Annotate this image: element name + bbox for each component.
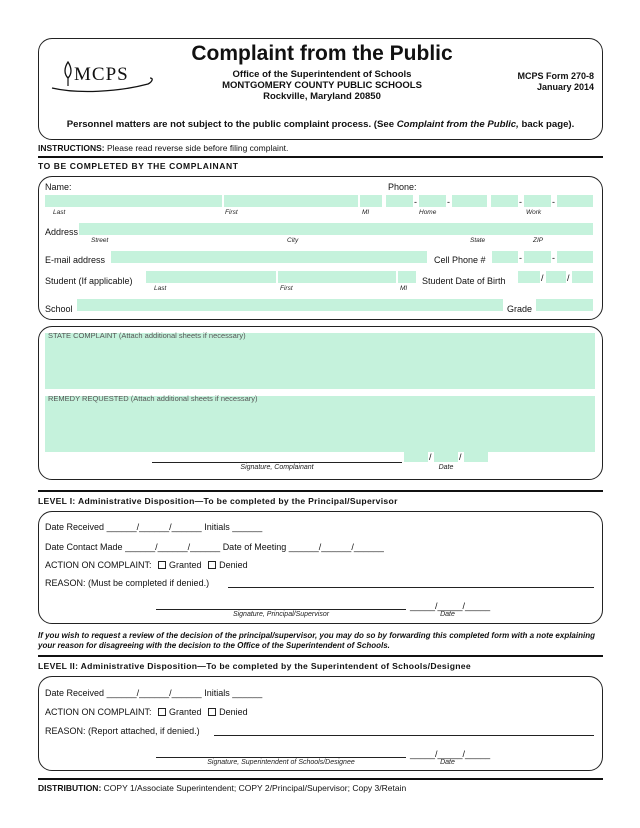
phone-home-prefix-field[interactable] bbox=[419, 195, 446, 207]
office-line-2: MONTGOMERY COUNTY PUBLIC SCHOOLS bbox=[222, 80, 422, 91]
l2-reason-label: REASON: (Report attached, if denied.) bbox=[45, 726, 200, 736]
l1-date-received-blanks[interactable]: ______/______/______ bbox=[106, 522, 202, 532]
grade-field[interactable] bbox=[536, 299, 593, 311]
l1-action-label: ACTION ON COMPLAINT: bbox=[45, 560, 152, 570]
dob-month-field[interactable] bbox=[518, 271, 540, 283]
sign-date-month-field[interactable] bbox=[404, 452, 428, 462]
school-label: School bbox=[45, 304, 73, 314]
notice-prefix: Personnel matters are not subject to the public complaint process. (See bbox=[66, 119, 397, 130]
sub-last: Last bbox=[53, 209, 66, 216]
phone-work-prefix-field[interactable] bbox=[524, 195, 551, 207]
phone-sep: - bbox=[414, 197, 417, 207]
l2-granted-checkbox[interactable] bbox=[158, 708, 166, 716]
l2-action-label: ACTION ON COMPLAINT: bbox=[45, 707, 152, 717]
l2-action bbox=[45, 707, 248, 717]
l2-date-received-label: Date Received bbox=[45, 688, 105, 698]
l1-action bbox=[45, 560, 248, 570]
state-complaint-field[interactable] bbox=[45, 333, 595, 389]
sub-mi: MI bbox=[362, 209, 370, 216]
state-complaint-label: STATE COMPLAINT (Attach additional sheets if necessary) bbox=[48, 331, 246, 340]
complainant-date-label: Date bbox=[438, 464, 454, 471]
dob-year-field[interactable] bbox=[572, 271, 593, 283]
cell-sep: - bbox=[552, 253, 555, 263]
name-mi-field[interactable] bbox=[360, 195, 382, 207]
student-mi-field[interactable] bbox=[398, 271, 416, 283]
student-first-field[interactable] bbox=[278, 271, 396, 283]
name-first-field[interactable] bbox=[224, 195, 358, 207]
distribution-text: COPY 1/Associate Superintendent; COPY 2/Principal/Supervisor; Copy 3/Retain bbox=[103, 783, 407, 793]
l1-granted-checkbox[interactable] bbox=[158, 561, 166, 569]
sub-student-first: First bbox=[280, 285, 293, 292]
complainant-heading: TO BE COMPLETED BY THE COMPLAINANT bbox=[38, 161, 239, 171]
l1-date-meeting-label: Date of Meeting bbox=[222, 542, 287, 552]
level2-heading: LEVEL II: Administrative Disposition—To be completed by the Superintendent of Schools/Designee bbox=[38, 661, 471, 671]
phone-sep: - bbox=[519, 197, 522, 207]
form-title: Complaint from the Public bbox=[191, 42, 453, 65]
remedy-label: REMEDY REQUESTED (Attach additional sheets if necessary) bbox=[48, 394, 258, 403]
email-label: E-mail address bbox=[45, 255, 106, 265]
notice-suffix: back page). bbox=[518, 119, 575, 130]
l1-date-label: Date bbox=[440, 611, 455, 618]
dob-sep: / bbox=[541, 273, 544, 283]
sub-student-last: Last bbox=[154, 285, 167, 292]
sub-state: State bbox=[470, 237, 486, 244]
instructions-label: INSTRUCTIONS: bbox=[38, 143, 105, 153]
complainant-signature-label: Signature, Complainant bbox=[240, 464, 314, 471]
cell-sep: - bbox=[519, 253, 522, 263]
cell-prefix-field[interactable] bbox=[524, 251, 551, 263]
l1-initials-blank[interactable]: ______ bbox=[232, 522, 263, 532]
student-last-field[interactable] bbox=[146, 271, 276, 283]
l2-reason-line[interactable] bbox=[214, 735, 594, 736]
email-field[interactable] bbox=[111, 251, 427, 263]
l2-date-label: Date bbox=[440, 759, 455, 766]
sub-work: Work bbox=[526, 209, 542, 216]
name-last-field[interactable] bbox=[45, 195, 222, 207]
sign-date-sep: / bbox=[459, 452, 462, 462]
divider-rule bbox=[38, 156, 603, 158]
level1-rule bbox=[38, 490, 603, 492]
distribution bbox=[38, 783, 406, 793]
sign-date-sep: / bbox=[429, 452, 432, 462]
l1-reason-label: REASON: (Must be completed if denied.) bbox=[45, 578, 210, 588]
notice-italic: Complaint from the Public, bbox=[396, 119, 519, 130]
l1-initials-label: Initials bbox=[204, 522, 230, 532]
sub-first: First bbox=[225, 209, 238, 216]
distribution-label: DISTRIBUTION: bbox=[38, 783, 102, 793]
level1-heading: LEVEL I: Administrative Disposition—To be completed by the Principal/Supervisor bbox=[38, 496, 398, 506]
sub-city: City bbox=[287, 237, 299, 244]
instructions bbox=[38, 143, 288, 153]
name-label: Name: bbox=[45, 182, 72, 192]
sign-date-day-field[interactable] bbox=[434, 452, 458, 462]
l1-date-meeting-blanks[interactable]: ______/______/______ bbox=[288, 542, 384, 552]
sub-street: Street bbox=[91, 237, 109, 244]
student-label: Student (If applicable) bbox=[45, 276, 133, 286]
sub-home: Home bbox=[419, 209, 437, 216]
level2-rule bbox=[38, 655, 603, 657]
l1-date-contact-blanks[interactable]: ______/______/______ bbox=[125, 542, 221, 552]
grade-label: Grade bbox=[507, 304, 533, 314]
school-field[interactable] bbox=[77, 299, 503, 311]
mcps-logo bbox=[48, 48, 158, 98]
l2-initials-blank[interactable]: ______ bbox=[232, 688, 263, 698]
l2-signature-line[interactable] bbox=[156, 757, 406, 758]
dob-label: Student Date of Birth bbox=[422, 276, 506, 286]
phone-work-line-field[interactable] bbox=[557, 195, 593, 207]
cell-line-field[interactable] bbox=[557, 251, 593, 263]
personnel-notice bbox=[38, 119, 603, 130]
l1-date-received-label: Date Received bbox=[45, 522, 105, 532]
l1-date-contact bbox=[45, 542, 384, 552]
l2-granted-label: Granted bbox=[169, 707, 202, 717]
l1-denied-label: Denied bbox=[219, 560, 248, 570]
phone-sep: - bbox=[447, 197, 450, 207]
cell-label: Cell Phone # bbox=[434, 255, 486, 265]
phone-home-line-field[interactable] bbox=[452, 195, 487, 207]
address-label: Address bbox=[45, 227, 79, 237]
l2-date-received bbox=[45, 688, 262, 698]
l1-signature-line[interactable] bbox=[156, 609, 406, 610]
office-line-1: Office of the Superintendent of Schools bbox=[232, 69, 412, 80]
dob-sep: / bbox=[567, 273, 570, 283]
sub-zip: ZIP bbox=[533, 237, 544, 244]
form-date: January 2014 bbox=[536, 82, 594, 92]
address-field[interactable] bbox=[79, 223, 593, 235]
l1-signature-label: Signature, Principal/Supervisor bbox=[232, 611, 330, 618]
phone-home-area-field[interactable] bbox=[386, 195, 413, 207]
l1-denied-checkbox[interactable] bbox=[208, 561, 216, 569]
remedy-field[interactable] bbox=[45, 396, 595, 452]
l1-reason-line[interactable] bbox=[228, 587, 594, 588]
review-note: If you wish to request a review of the decision of the principal/supervisor, you may do so by forwarding this completed form with a note explaining your reason for disagreeing with the decision to the Office of the Superintendent of Schools. bbox=[38, 631, 595, 650]
l2-date-received-blanks[interactable]: ______/______/______ bbox=[106, 688, 202, 698]
phone-work-area-field[interactable] bbox=[491, 195, 518, 207]
sign-date-year-field[interactable] bbox=[464, 452, 488, 462]
office-line-3: Rockville, Maryland 20850 bbox=[263, 91, 381, 102]
l1-date-contact-label: Date Contact Made bbox=[45, 542, 123, 552]
form-number: MCPS Form 270-8 bbox=[517, 71, 594, 81]
l2-signature-label: Signature, Superintendent of Schools/Designee bbox=[207, 759, 355, 766]
l1-date-received bbox=[45, 522, 262, 532]
l1-granted-label: Granted bbox=[169, 560, 202, 570]
signature-line bbox=[152, 462, 402, 463]
logo-text: MCPS bbox=[74, 64, 129, 85]
dob-day-field[interactable] bbox=[546, 271, 566, 283]
sub-student-mi: MI bbox=[400, 285, 408, 292]
distribution-rule bbox=[38, 778, 603, 780]
phone-sep: - bbox=[552, 197, 555, 207]
l2-denied-checkbox[interactable] bbox=[208, 708, 216, 716]
l2-denied-label: Denied bbox=[219, 707, 248, 717]
l1-date-blanks[interactable]: _____/_____/_____ bbox=[410, 601, 491, 611]
l2-date-blanks[interactable]: _____/_____/_____ bbox=[410, 749, 491, 759]
instructions-text: Please read reverse side before filing complaint. bbox=[106, 143, 289, 153]
phone-label: Phone: bbox=[388, 182, 417, 192]
l2-initials-label: Initials bbox=[204, 688, 230, 698]
cell-area-field[interactable] bbox=[492, 251, 518, 263]
